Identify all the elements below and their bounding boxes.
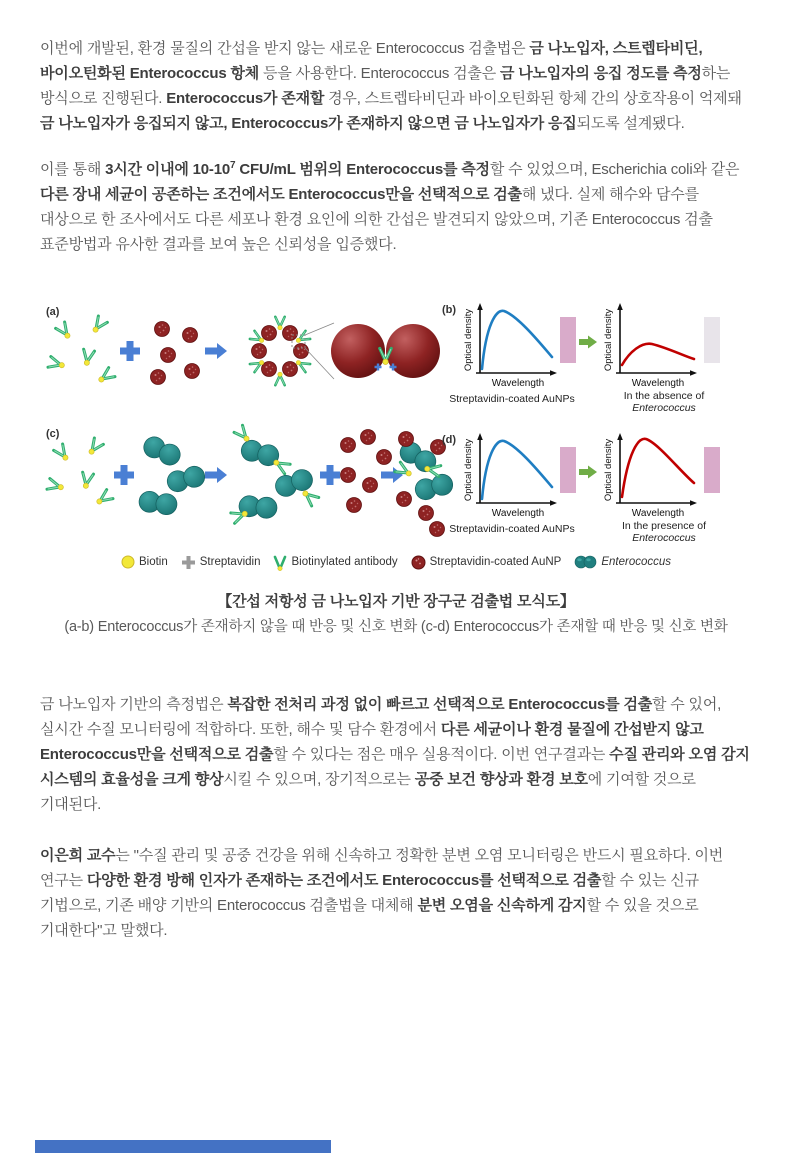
x-axis-label: Wavelength	[631, 508, 685, 519]
plus-icon	[120, 341, 140, 361]
arrow-right-icon	[205, 343, 227, 359]
document-page	[0, 36, 792, 1157]
aunp-icon	[411, 555, 426, 570]
x-axis-label: Wavelength	[491, 508, 545, 519]
cuvette-swatch-pink	[704, 447, 720, 493]
scheme-figure	[40, 285, 752, 573]
red-suppressed-curve	[622, 344, 694, 365]
biotinylated-antibody-icon	[273, 554, 287, 571]
green-arrow-icon	[579, 336, 597, 349]
legend-label: Biotin	[138, 556, 168, 568]
panel-c-label: (c)	[46, 428, 60, 440]
plus-icon	[320, 465, 340, 485]
streptavidin-icon	[181, 555, 196, 570]
legend-item-aunp	[411, 555, 562, 570]
plot-caption: In the presence of	[621, 520, 707, 532]
panel-b-label: (b)	[442, 304, 457, 316]
enterococcus-group	[138, 433, 207, 516]
blue-spectrum-curve	[482, 311, 552, 369]
panel-a	[46, 306, 440, 385]
aggregated-aunp-cluster	[250, 317, 310, 385]
green-arrow-icon	[579, 466, 597, 479]
paragraph-significance: 금 나노입자 기반의 측정법은 복잡한 전처리 과정 없이 빠르고 선택적으로 Enterococcus를 검출할 수 있어, 실시간 수질 모니터링에 적합하다. 또한, 해수 및 담수 환경에서 다른 세균이나 환경 물질에 간섭받지 않고 Enterococcus만을 선택적으로 검출할 수 있다는 점은 매우 실용적이다. 이번 연구결과는 수질 관리와 오염 감지 시스템의 효율성을 크게 향상시킬 수 있으며, 장기적으로는 공중 보건 향상과 환경 보호에 기여할 것으로 기대된다.	[40, 696, 750, 813]
legend-item-streptavidin	[181, 555, 261, 570]
legend-item-enterococcus	[574, 555, 671, 569]
panel-a-label: (a)	[46, 306, 60, 318]
antibody-bound-enterococcus-group	[231, 425, 319, 523]
document-content	[0, 36, 792, 943]
biotin-icon	[121, 555, 135, 569]
footer-table-bar	[35, 1140, 331, 1153]
legend-item-biotin	[121, 555, 168, 569]
aunp-group-c	[341, 430, 392, 513]
plot-presence-spectrum	[603, 433, 720, 519]
plot-caption-italic: Enterococcus	[632, 402, 696, 414]
arrow-right-icon	[381, 467, 403, 483]
figure-caption-title: 【간섭 저항성 금 나노입자 기반 장구군 검출법 모식도】	[217, 593, 575, 610]
legend-label: Streptavidin-coated AuNP	[429, 556, 562, 568]
aunp-group-a	[151, 322, 200, 385]
paragraph-professor-quote: 이은희 교수는 "수질 관리 및 공중 건강을 위해 신속하고 정확한 분변 오염 모니터링은 반드시 필요하다. 이번 연구는 다양한 환경 방해 인자가 존재하는 조건에서도 Enterococcus를 선택적으로 검출할 수 있는 신규 기법으로, 기존 배양 기반의 Enterococcus 검출법을 대체해 분변 오염을 신속하게 감지할 수 있을 것으로 기대한다"고 말했다.	[40, 847, 724, 939]
antibody-group-c	[47, 438, 113, 507]
legend-label: Biotinylated antibody	[291, 556, 398, 568]
cuvette-swatch-gray	[704, 317, 720, 363]
arrow-right-icon	[205, 467, 227, 483]
red-retained-curve	[622, 439, 694, 497]
figure-legend	[40, 551, 752, 573]
y-axis-label: Optical density	[463, 308, 474, 372]
panel-d-label: (d)	[442, 434, 457, 446]
plot-caption: Streptavidin-coated AuNPs	[449, 523, 575, 535]
plot-aunps-spectrum-b	[463, 303, 576, 389]
legend-label: Streptavidin	[199, 556, 261, 568]
cuvette-swatch-pink	[560, 447, 576, 493]
x-axis-label: Wavelength	[631, 378, 685, 389]
plot-absence-spectrum	[603, 303, 720, 389]
y-axis-label: Optical density	[603, 308, 614, 372]
plus-icon	[114, 465, 134, 485]
plot-caption: In the absence of	[623, 390, 705, 402]
legend-item-biotinylated-antibody	[273, 554, 397, 571]
paragraph-method-overview: 이번에 개발된, 환경 물질의 간섭을 받지 않는 새로운 Enterococcus 검출법은 금 나노입자, 스트렙타비딘, 바이오틴화된 Enterococcus 항체 등을 사용한다. Enterococcus 검출은 금 나노입자의 응집 정도를 측정하는 방식으로 진행된다. Enterococcus가 존재할 경우, 스트렙타비딘과 바이오틴화된 항체 간의 상호작용이 억제돼 금 나노입자가 응집되지 않고, Enterococcus가 존재하지 않으면 금 나노입자가 응집되도록 설계됐다.	[40, 40, 742, 132]
plot-caption-italic: Enterococcus	[632, 532, 696, 544]
cuvette-swatch-pink	[560, 317, 576, 363]
scheme-figure-svg	[40, 285, 752, 547]
panel-d	[442, 433, 720, 544]
enterococcus-icon	[574, 555, 597, 569]
panel-b	[442, 303, 720, 414]
blue-spectrum-curve	[482, 441, 552, 499]
x-axis-label: Wavelength	[491, 378, 545, 389]
legend-label: Enterococcus	[601, 556, 672, 568]
antibody-group-a	[48, 316, 115, 385]
magnified-inset	[331, 324, 440, 378]
dispersed-mixture-cluster	[395, 432, 455, 537]
plot-aunps-spectrum-d	[463, 433, 576, 519]
y-axis-label: Optical density	[603, 438, 614, 502]
paragraph-results: 이를 통해 3시간 이내에 $10-10^7$ CFU/mL 범위의 Enterococcus를 측정할 수 있었으며, Escherichia coli와 같은 다른 장내 세균이 공존하는 조건에서도 Enterococcus만을 선택적으로 검출해 냈다. 실제 해수와 담수를 대상으로 한 조사에서도 다른 세포나 환경 요인에 의한 간섭은 발견되지 않았으며, 기존 Enterococcus 검출 표준방법과 유사한 결과를 보여 높은 신뢰성을 입증했다.	[40, 160, 740, 253]
panel-c	[46, 425, 455, 536]
figure-caption-body: (a-b) Enterococcus가 존재하지 않을 때 반응 및 신호 변화 (c-d) Enterococcus가 존재할 때 반응 및 신호 변화	[64, 619, 728, 635]
y-axis-label: Optical density	[463, 438, 474, 502]
plot-caption: Streptavidin-coated AuNPs	[449, 393, 575, 405]
